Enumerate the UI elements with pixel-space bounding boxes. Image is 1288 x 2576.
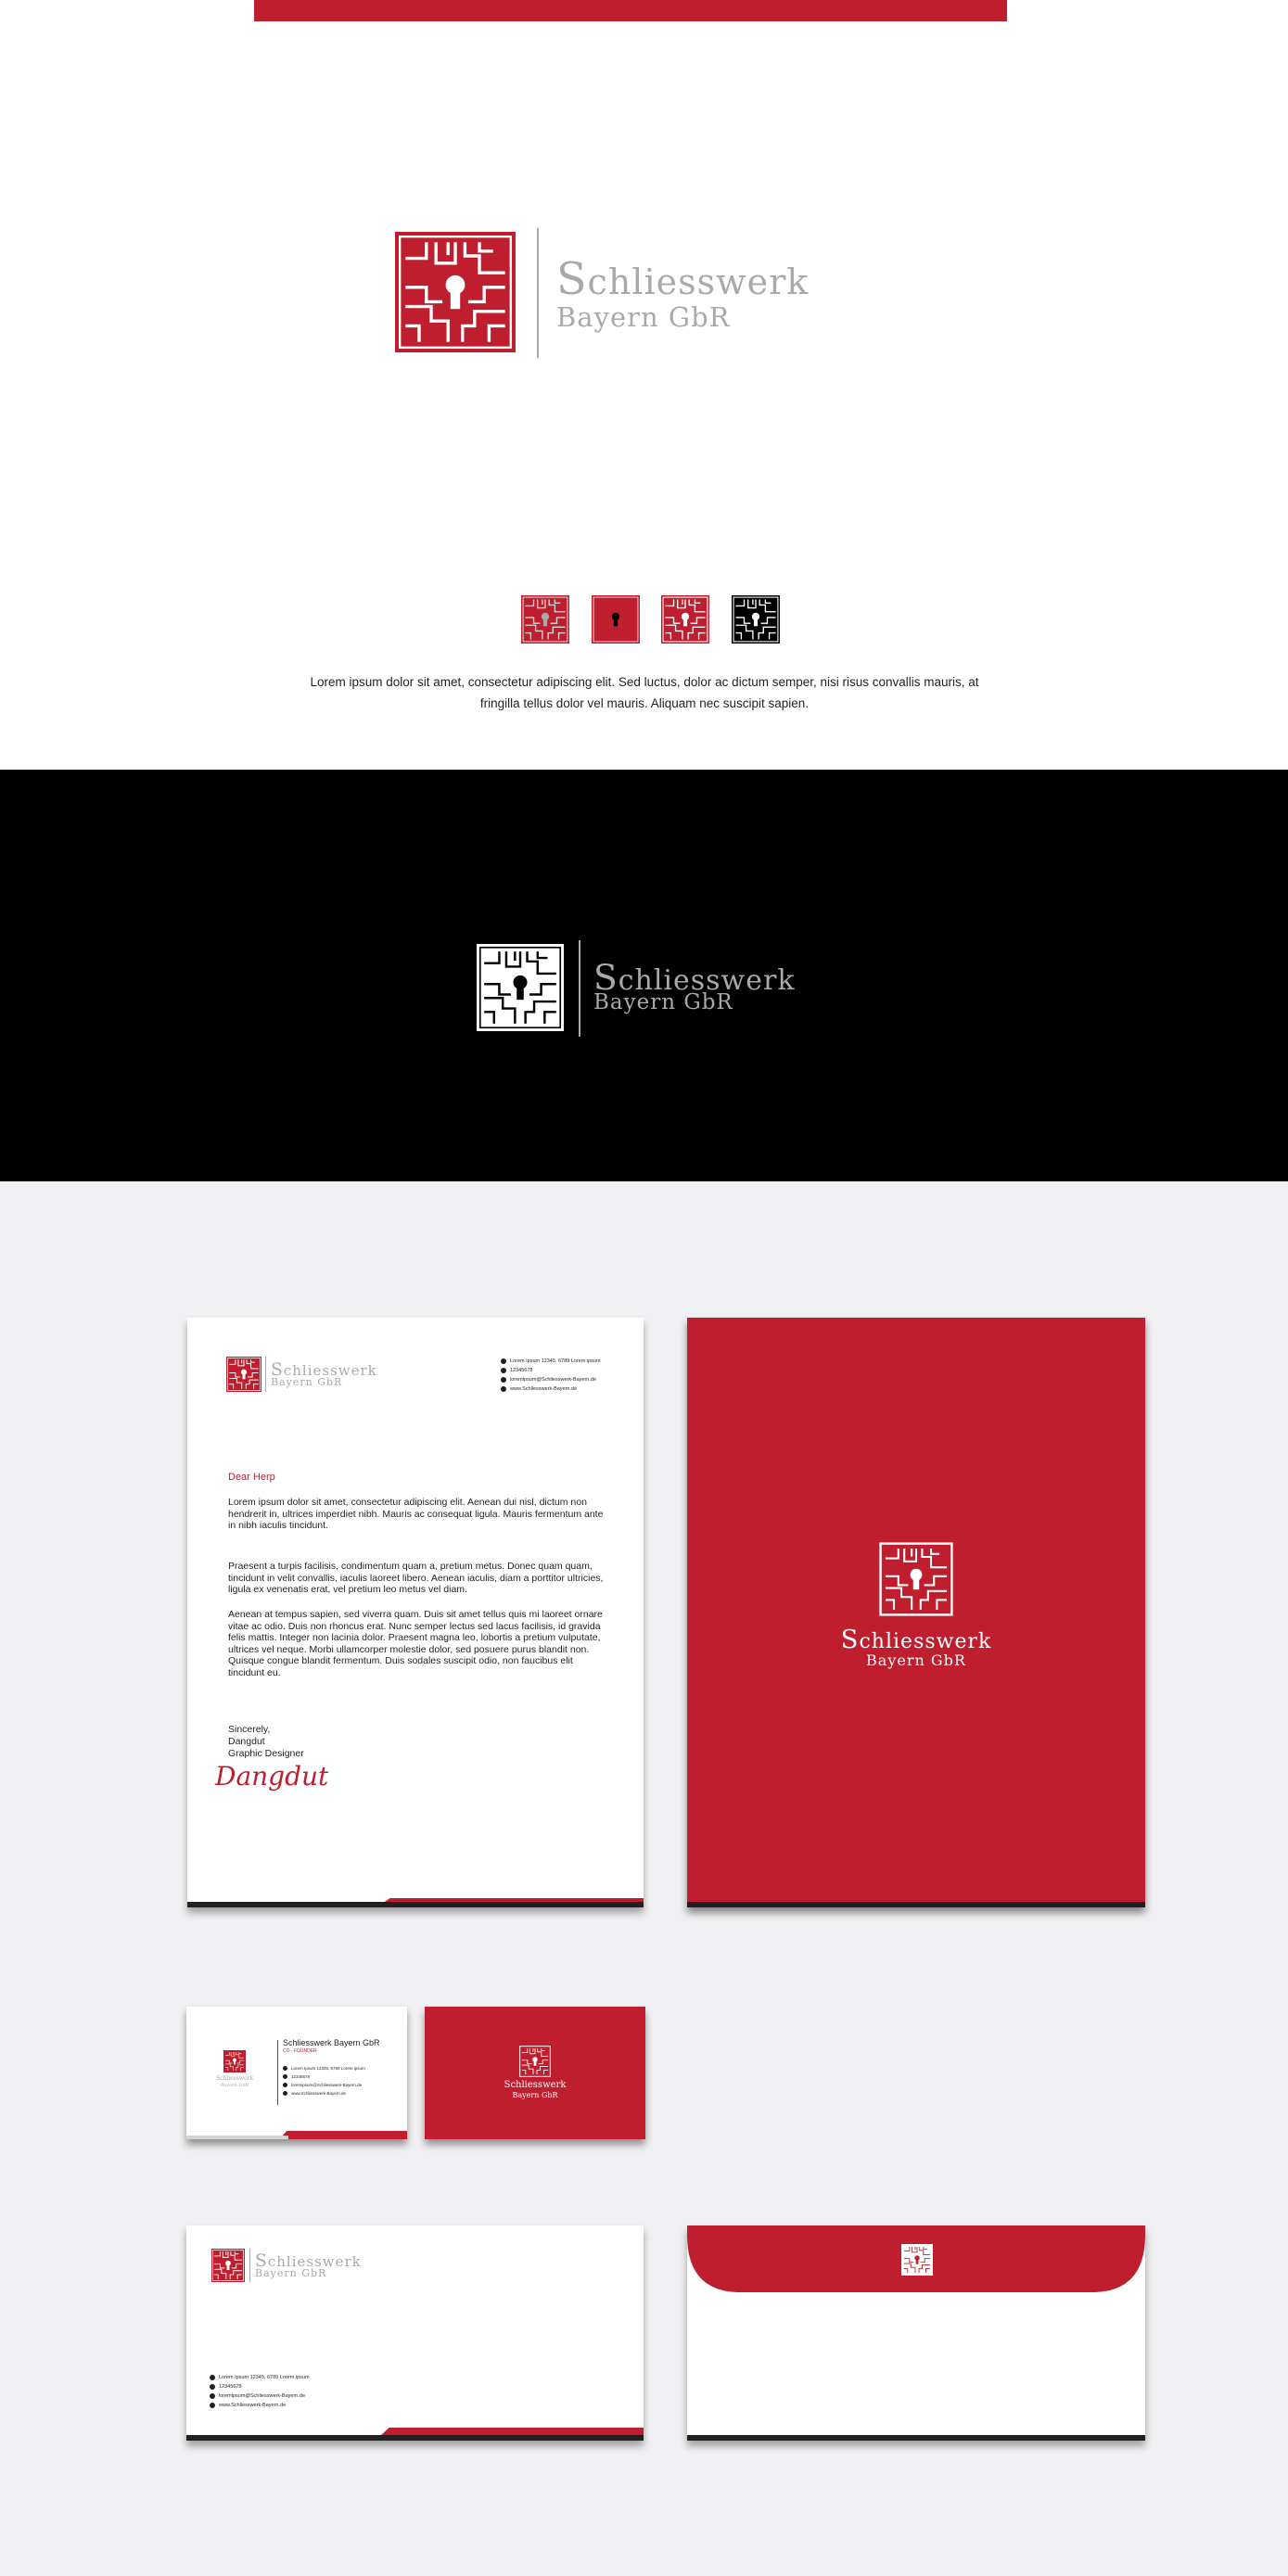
card-brand-line2: Bayern GbR bbox=[220, 2083, 249, 2088]
letterhead-logo-divider bbox=[265, 1357, 266, 1392]
card-logo-icon bbox=[223, 2050, 246, 2072]
intro-description: Lorem ipsum dolor sit amet, consectetur adipiscing elit. Sed luctus, dolor ac dictum semper, nisi risus convallis mauris, at fringilla tellus dolor vel mauris. Aliquam nec suscipit sapien. bbox=[310, 675, 979, 710]
slip-contact-address-text: Lorem Ipsum 12345, 6789 Lorem ipsum bbox=[219, 2375, 310, 2380]
card-brand-line1: Schliesswerk bbox=[215, 2075, 254, 2082]
email-icon bbox=[501, 1377, 506, 1383]
logo-mark-icon bbox=[395, 232, 516, 352]
card-contact-web-text: www.Schliesswerk-Bayern.de bbox=[291, 2091, 347, 2096]
brand-name-line1-dark: Schliesswerk bbox=[593, 957, 796, 998]
web-icon bbox=[210, 2403, 215, 2408]
logo-variant-red-grey-icon bbox=[521, 595, 569, 644]
email-icon bbox=[210, 2393, 215, 2399]
card-footer-grey bbox=[186, 2136, 288, 2139]
card-back-brand-line2: Bayern GbR bbox=[512, 2091, 558, 2099]
slip-footer-black bbox=[186, 2435, 644, 2441]
contact-phone-text: 12345678 bbox=[510, 1368, 533, 1373]
letterhead-brand-line1: Schliesswerk bbox=[271, 1360, 377, 1380]
card-back-logo-icon bbox=[519, 2046, 551, 2077]
card-contact-address-text: Lorem Ipsum 12345, 6789 Lorem ipsum bbox=[291, 2066, 365, 2071]
letter-paragraph-3: Aenean at tempus sapien, sed viverra quam. Duis sit amet tellus quis mi laoreet ornare vitae ac odio. Duis non rhoncus erat. Nunc semper lectus sed lacus facilisis, id gravida felis mattis. Integer non lacinia dolor. Praesent magna leo, lobortis a pretium vulputate, ultrices vel neque. Morbi ullamcorper molestie dolor, sed posuere purus blandit non. Quisque congue blandit fermentum. Duis sodales suscipit odio, non faucibus elit tincidunt eu. bbox=[228, 1609, 603, 1678]
contact-web bbox=[501, 1384, 601, 1394]
slip-contact-address bbox=[210, 2373, 310, 2382]
card-divider bbox=[277, 2040, 278, 2105]
slip-contact-email bbox=[210, 2391, 310, 2401]
business-card-back bbox=[425, 2007, 645, 2139]
letterhead-footer-black bbox=[187, 1902, 644, 1907]
envelope-footer-black bbox=[687, 2435, 1145, 2441]
slip-contact-phone-text: 12345678 bbox=[219, 2384, 242, 2390]
card-contact-email-text: loremipsum@Schliesswerk-Bayern.de bbox=[291, 2083, 363, 2087]
top-accent-bar bbox=[254, 0, 1007, 21]
business-card-front bbox=[186, 2007, 407, 2139]
card-contact-email bbox=[283, 2081, 365, 2089]
letter-closing: Sincerely, bbox=[228, 1724, 271, 1735]
envelope bbox=[687, 2225, 1145, 2441]
card-contacts bbox=[283, 2064, 365, 2098]
brand-name-line1: Schliesswerk bbox=[556, 254, 810, 305]
slip-logo-divider bbox=[249, 2249, 250, 2282]
logo-divider bbox=[537, 228, 539, 358]
contact-address bbox=[501, 1357, 601, 1366]
web-icon bbox=[501, 1386, 506, 1392]
contact-web-text: www.Schliesswerk-Bayern.de bbox=[510, 1386, 578, 1392]
letterhead bbox=[187, 1318, 644, 1907]
web-icon bbox=[283, 2091, 287, 2096]
slip-contacts bbox=[210, 2373, 310, 2410]
location-icon bbox=[210, 2375, 215, 2380]
card-contact-web bbox=[283, 2089, 365, 2098]
presentation-folder bbox=[687, 1318, 1145, 1907]
contact-email-text: loremipsum@Schliesswerk-Bayern.de bbox=[510, 1377, 597, 1383]
slip-contact-phone bbox=[210, 2382, 310, 2391]
letterhead-contacts bbox=[501, 1357, 601, 1394]
folder-brand-line2: Bayern GbR bbox=[866, 1651, 966, 1669]
logo-divider-dark bbox=[579, 940, 580, 1037]
card-contact-phone-text: 12345678 bbox=[291, 2074, 311, 2079]
slip-contact-web-text: www.Schliesswerk-Bayern.de bbox=[219, 2403, 287, 2408]
letter-signer-title: Graphic Designer bbox=[228, 1748, 304, 1759]
location-icon bbox=[283, 2066, 287, 2071]
compliment-slip bbox=[186, 2225, 644, 2441]
slip-contact-email-text: loremipsum@Schliesswerk-Bayern.de bbox=[219, 2393, 306, 2399]
card-footer-red bbox=[279, 2131, 407, 2139]
email-icon bbox=[283, 2083, 287, 2087]
letter-signer-name: Dangdut bbox=[228, 1736, 265, 1747]
folder-logo-icon bbox=[879, 1542, 953, 1616]
logo-variant-red-black-icon bbox=[592, 595, 640, 644]
card-role: CO - FOUNDER bbox=[283, 2048, 317, 2054]
card-contact-address bbox=[283, 2064, 365, 2072]
slip-logo-icon bbox=[211, 2249, 245, 2282]
letterhead-logo-icon bbox=[226, 1357, 261, 1392]
envelope-logo-icon bbox=[901, 2244, 933, 2276]
letter-paragraph-1: Lorem ipsum dolor sit amet, consectetur adipiscing elit. Aenean dui nisl, dictum non hendrerit in, ultrices imperdiet nibh. Mauris ac consequat ligula. Mauris fermentum ante in nibh iaculis tincidunt. bbox=[228, 1497, 604, 1532]
card-back-brand-line1: Schliesswerk bbox=[504, 2080, 567, 2090]
folder-brand-line1: Schliesswerk bbox=[840, 1625, 992, 1654]
letter-signature: Dangdut bbox=[215, 1761, 329, 1792]
slip-brand-line1: Schliesswerk bbox=[255, 2251, 362, 2271]
letterhead-brand-line2: Bayern GbR bbox=[271, 1376, 343, 1388]
letter-paragraph-2: Praesent a turpis facilisis, condimentum quam a, pretium metus. Donec quam quam, tincidunt in velit convallis, iaculis laoreet libero. Aenean iaculis, diam a porttitor ultricies, ligula ex venenatis erat, vel pretium leo metus vel diam. bbox=[228, 1561, 604, 1596]
logo-variant-black-white-icon bbox=[732, 595, 780, 644]
card-contact-phone bbox=[283, 2072, 365, 2081]
card-company: Schliesswerk Bayern GbR bbox=[283, 2038, 380, 2047]
brand-name-line2-dark: Bayern GbR bbox=[593, 990, 733, 1014]
slip-brand-line2: Bayern GbR bbox=[255, 2267, 327, 2279]
phone-icon bbox=[283, 2074, 287, 2079]
location-icon bbox=[501, 1358, 506, 1364]
contact-email bbox=[501, 1375, 601, 1384]
phone-icon bbox=[501, 1368, 506, 1373]
brand-name-line2: Bayern GbR bbox=[556, 301, 731, 333]
contact-address-text: Lorem Ipsum 12345, 6789 Lorem ipsum bbox=[510, 1358, 601, 1364]
logo-mark-white-icon bbox=[477, 944, 564, 1031]
slip-footer-red bbox=[381, 2428, 644, 2435]
contact-phone bbox=[501, 1366, 601, 1375]
folder-footer-black bbox=[687, 1902, 1145, 1907]
phone-icon bbox=[210, 2384, 215, 2390]
logo-variant-red-white-icon bbox=[661, 595, 709, 644]
slip-contact-web bbox=[210, 2401, 310, 2410]
letter-greeting: Dear Herp bbox=[228, 1472, 275, 1483]
